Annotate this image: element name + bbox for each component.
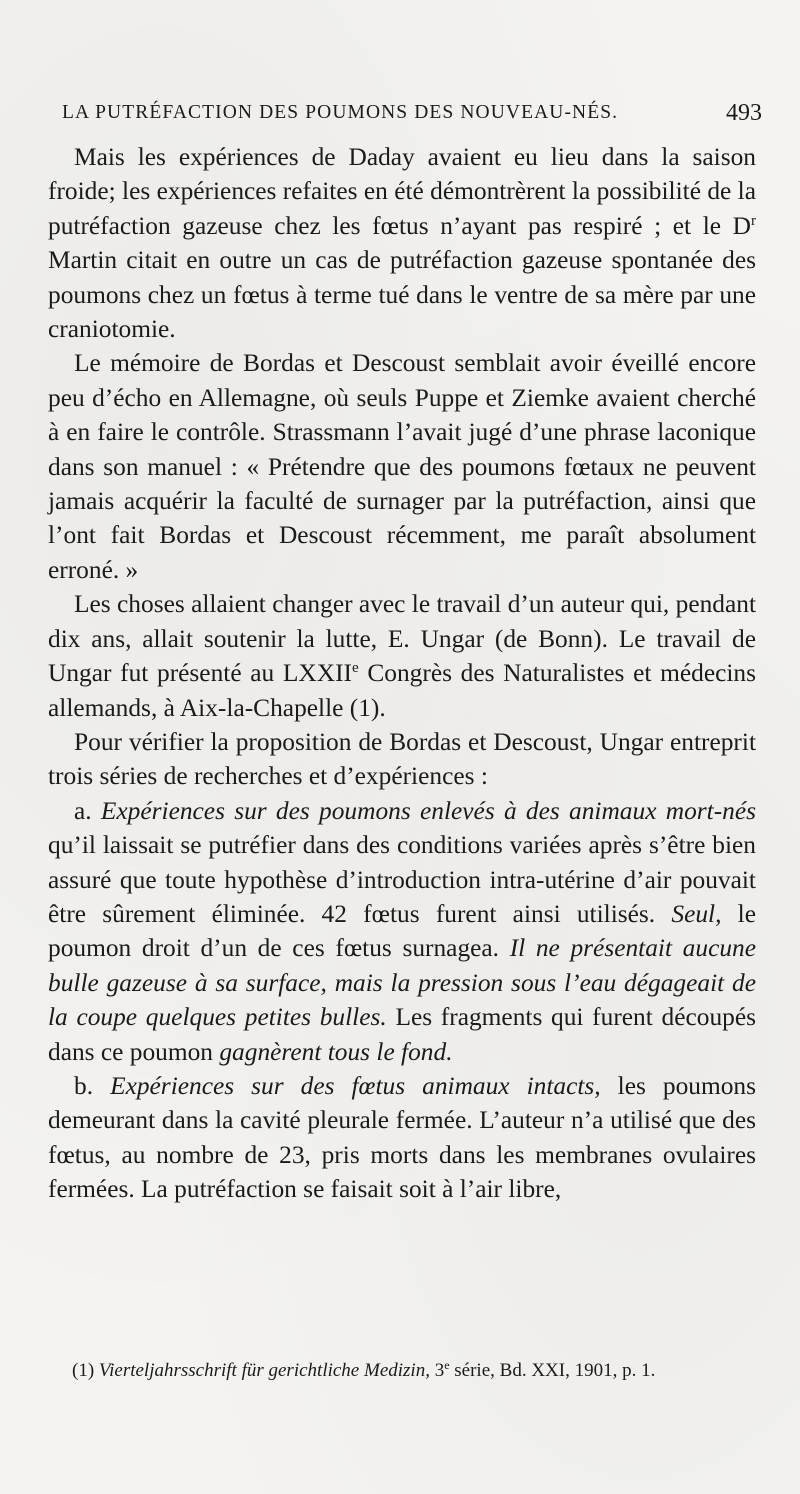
paragraph-1-part-b: Martin citait en outre un cas de putréfaction gazeuse spontanée des poumons chez un fœtus à terme tué dans le ventre de sa mère par une craniotomie. xyxy=(48,246,756,344)
italic-phrase: gagnèrent tous le fond. xyxy=(219,1037,453,1066)
paragraph-4: Pour vérifier la proposition de Bordas et Descoust, Ungar entreprit trois séries de recherches et d’expériences : xyxy=(48,727,756,791)
footnote-journal-title: Vierteljahrsschrift für gerichtliche Medizin, xyxy=(98,1360,430,1381)
paragraph-6-text-1: les poumons demeurant dans la cavité pleurale fermée. L’auteur n’a utilisé que des fœtus, au nombre de 23, pris morts dans les membranes ovulaires fermées. La putréfaction se faisait soit à l’air libre, xyxy=(48,1071,756,1204)
italic-phrase: Expériences sur des fœtus animaux intacts, xyxy=(110,1071,601,1100)
paragraph-5 xyxy=(48,794,756,1069)
footnote-text-2: série, Bd. XXI, 1901, p. 1. xyxy=(449,1360,656,1381)
footnote xyxy=(48,1358,756,1384)
page-header xyxy=(62,100,762,140)
paragraph-5-text-3: Les fragments qui furent découpés dans ce poumon xyxy=(48,1003,756,1066)
paragraph-3 xyxy=(48,587,756,725)
italic-phrase: Il ne présentait aucune bulle gazeuse à sa surface, mais la pression sous l’eau dégageait de la coupe quelques petites bulles. xyxy=(48,934,756,1032)
paragraph-3-part-a: Les choses allaient changer avec le travail d’un auteur qui, pendant dix ans, allait soutenir la lutte, E. Ungar (de Bonn). Le travail de Ungar fut présenté au LXXII xyxy=(48,590,756,688)
running-title: LA PUTRÉFACTION DES POUMONS DES NOUVEAU-NÉS. xyxy=(62,102,619,123)
paragraph-2: Le mémoire de Bordas et Descoust semblait avoir éveillé encore peu d’écho en Allemagne, où seuls Puppe et Ziemke avaient cherché à en faire le contrôle. Strassmann l’avait jugé d’une phrase laconique dans son manuel : « Prétendre que des poumons fœtaux ne peuvent jamais acquérir la faculté de surnager par la putréfaction, ainsi que l’ont fait Bordas et Descoust récemment, me paraît absolument erroné. » xyxy=(48,349,756,584)
footnote-1 xyxy=(48,1358,756,1384)
italic-phrase: Seul, xyxy=(671,899,722,928)
page-number: 493 xyxy=(726,100,762,126)
list-marker-b: b. xyxy=(74,1071,111,1100)
list-marker-a: a. xyxy=(74,796,101,825)
superscript-e: e xyxy=(352,660,359,677)
italic-phrase: Expériences sur des poumons enlevés à des animaux mort-nés xyxy=(100,796,756,825)
superscript-r: r xyxy=(751,212,756,229)
paragraph-3-part-b: Congrès des Naturalistes et médecins allemands, à Aix-la-Chapelle (1). xyxy=(48,659,756,722)
footnote-superscript: e xyxy=(444,1358,450,1372)
paragraph-1 xyxy=(48,140,756,346)
main-text xyxy=(48,140,756,1207)
paragraph-5-text-1: qu’il laissait se putréfier dans des conditions variées après s’être bien assuré que toute hypothèse d’introduction intra-utérine d’air pouvait être sûrement éliminée. 42 fœtus furent ainsi utilisés. xyxy=(48,831,756,928)
paragraph-1-part-a: Mais les expériences de Daday avaient eu lieu dans la saison froide; les expériences refaites en été démontrèrent la possibilité de la putréfaction gazeuse chez les fœtus n’ayant pas respiré ; et le D xyxy=(48,143,756,240)
footnote-marker: (1) xyxy=(72,1360,99,1381)
paragraph-5-text-2: le poumon droit d’un de ces fœtus surnagea. xyxy=(48,899,757,963)
footnote-text-1: 3 xyxy=(429,1360,445,1381)
paragraph-6 xyxy=(48,1069,756,1207)
